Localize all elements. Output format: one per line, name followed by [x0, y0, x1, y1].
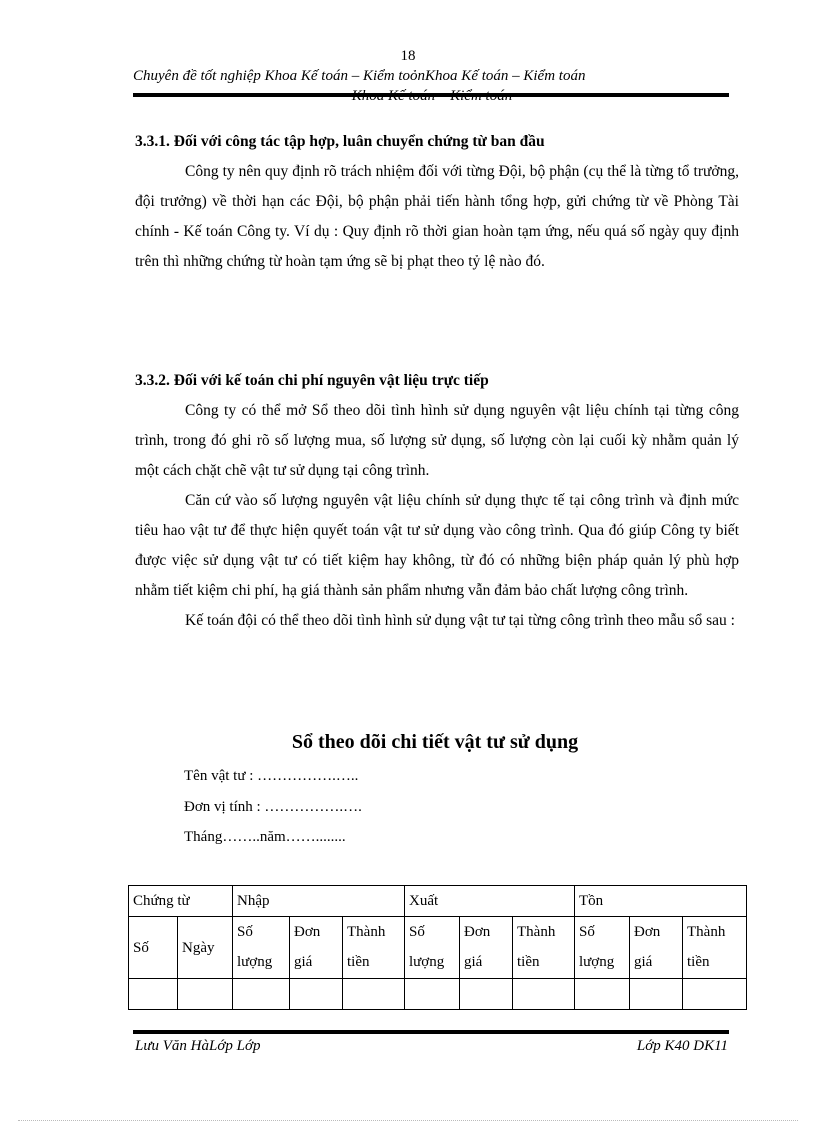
- col-header-ton: Tồn: [575, 886, 747, 917]
- section-2-heading: 3.3.2. Đối với kế toán chi phí nguyên vật liệu trực tiếp: [135, 372, 489, 389]
- label: tiền: [517, 954, 540, 970]
- col-xuat-thanh-tien: [513, 917, 575, 979]
- paragraph: Căn cứ vào số lượng nguyên vật liệu chính sử dụng thực tế tại công trình và định mức tiêu hao vật tư để thực hiện quyết toán vật tư sử dụng vào công trình. Qua đó giúp Công ty biết được việc sử dụng vật tư có tiết kiệm hay không, từ đó có những biện pháp quản lý phù hợp nhằm tiết kiệm chi phí, hạ giá thành sản phẩm nhưng vẫn đảm bảo chất lượng công trình.: [135, 492, 739, 599]
- material-ledger-table: [128, 885, 747, 1010]
- label: Thành: [517, 924, 556, 940]
- col-nhap-don-gia: [290, 917, 343, 979]
- page-number: 18: [400, 48, 416, 64]
- paragraph: Kế toán đội có thể theo dõi tình hình sử dụng vật tư tại từng công trình theo mẫu sổ sau :: [185, 612, 735, 629]
- section-2-body: [135, 396, 739, 636]
- form-line-material: Tên vật tư : …………….…..: [184, 768, 359, 784]
- label: tiền: [687, 954, 710, 970]
- label: Đơn: [294, 924, 321, 940]
- col-header-chung-tu: Chứng từ: [129, 886, 233, 917]
- label: Số: [409, 924, 425, 940]
- col-header-nhap: Nhập: [233, 886, 405, 917]
- section-1-heading: 3.3.1. Đối với công tác tập hợp, luân chuyển chứng từ ban đầu: [135, 133, 545, 150]
- footer-author: Lưu Văn HàLớp Lớp: [135, 1038, 261, 1054]
- col-ngay: Ngày: [178, 917, 233, 979]
- col-ton-thanh-tien: [683, 917, 747, 979]
- label: giá: [634, 954, 653, 970]
- form-line-month: Tháng……..năm……........: [184, 829, 346, 845]
- header-line-2: Khoa Kế toán – Kiểm toán: [351, 88, 513, 104]
- footer-rule: [133, 1030, 729, 1034]
- label: giá: [294, 954, 313, 970]
- label: Đơn: [464, 924, 491, 940]
- label: Số: [579, 924, 595, 940]
- paragraph: Công ty có thể mở Sổ theo dõi tình hình sử dụng nguyên vật liệu chính tại từng công trình, trong đó ghi rõ số lượng mua, số lượng sử dụng, số lượng còn lại cuối kỳ nhằm quản lý một cách chặt chẽ vật tư sử dụng tại công trình.: [135, 402, 739, 479]
- table-row: [129, 979, 747, 1010]
- col-header-xuat: Xuất: [405, 886, 575, 917]
- header-line-1: Chuyên đề tốt nghiệp Khoa Kế toán – Kiểm toỏnKhoa Kế toán – Kiểm toán: [133, 68, 586, 84]
- label: Thành: [347, 924, 386, 940]
- label: tiền: [347, 954, 370, 970]
- label: giá: [464, 954, 483, 970]
- col-xuat-don-gia: [460, 917, 513, 979]
- label: lượng: [237, 954, 273, 970]
- label: Thành: [687, 924, 726, 940]
- footer-class: Lớp K40 DK11: [636, 1038, 728, 1054]
- label: Đơn: [634, 924, 661, 940]
- col-nhap-thanh-tien: [343, 917, 405, 979]
- col-so: Số: [129, 917, 178, 979]
- label: Số: [237, 924, 253, 940]
- col-nhap-so-luong: [233, 917, 290, 979]
- section-1-body: [135, 157, 739, 277]
- label: lượng: [409, 954, 445, 970]
- form-line-unit: Đơn vị tính : …………….….: [184, 799, 362, 815]
- col-ton-don-gia: [630, 917, 683, 979]
- col-ton-so-luong: [575, 917, 630, 979]
- col-xuat-so-luong: [405, 917, 460, 979]
- paragraph: Công ty nên quy định rõ trách nhiệm đối với từng Đội, bộ phận (cụ thể là từng tổ trưởng, đội trưởng) về thời hạn các Đội, bộ phận phải tiến hành tổng hợp, gửi chứng từ về Phòng Tài chính - Kế toán Công ty. Ví dụ : Quy định rõ thời gian hoàn tạm ứng, nếu quá số ngày quy định trên thì những chứng từ hoàn tạm ứng sẽ bị phạt theo tỷ lệ nào đó.: [135, 163, 739, 270]
- label: lượng: [579, 954, 615, 970]
- header-rule: [133, 93, 729, 97]
- page-edge: [18, 1120, 798, 1121]
- form-title: Sổ theo dõi chi tiết vật tư sử dụng: [291, 731, 579, 753]
